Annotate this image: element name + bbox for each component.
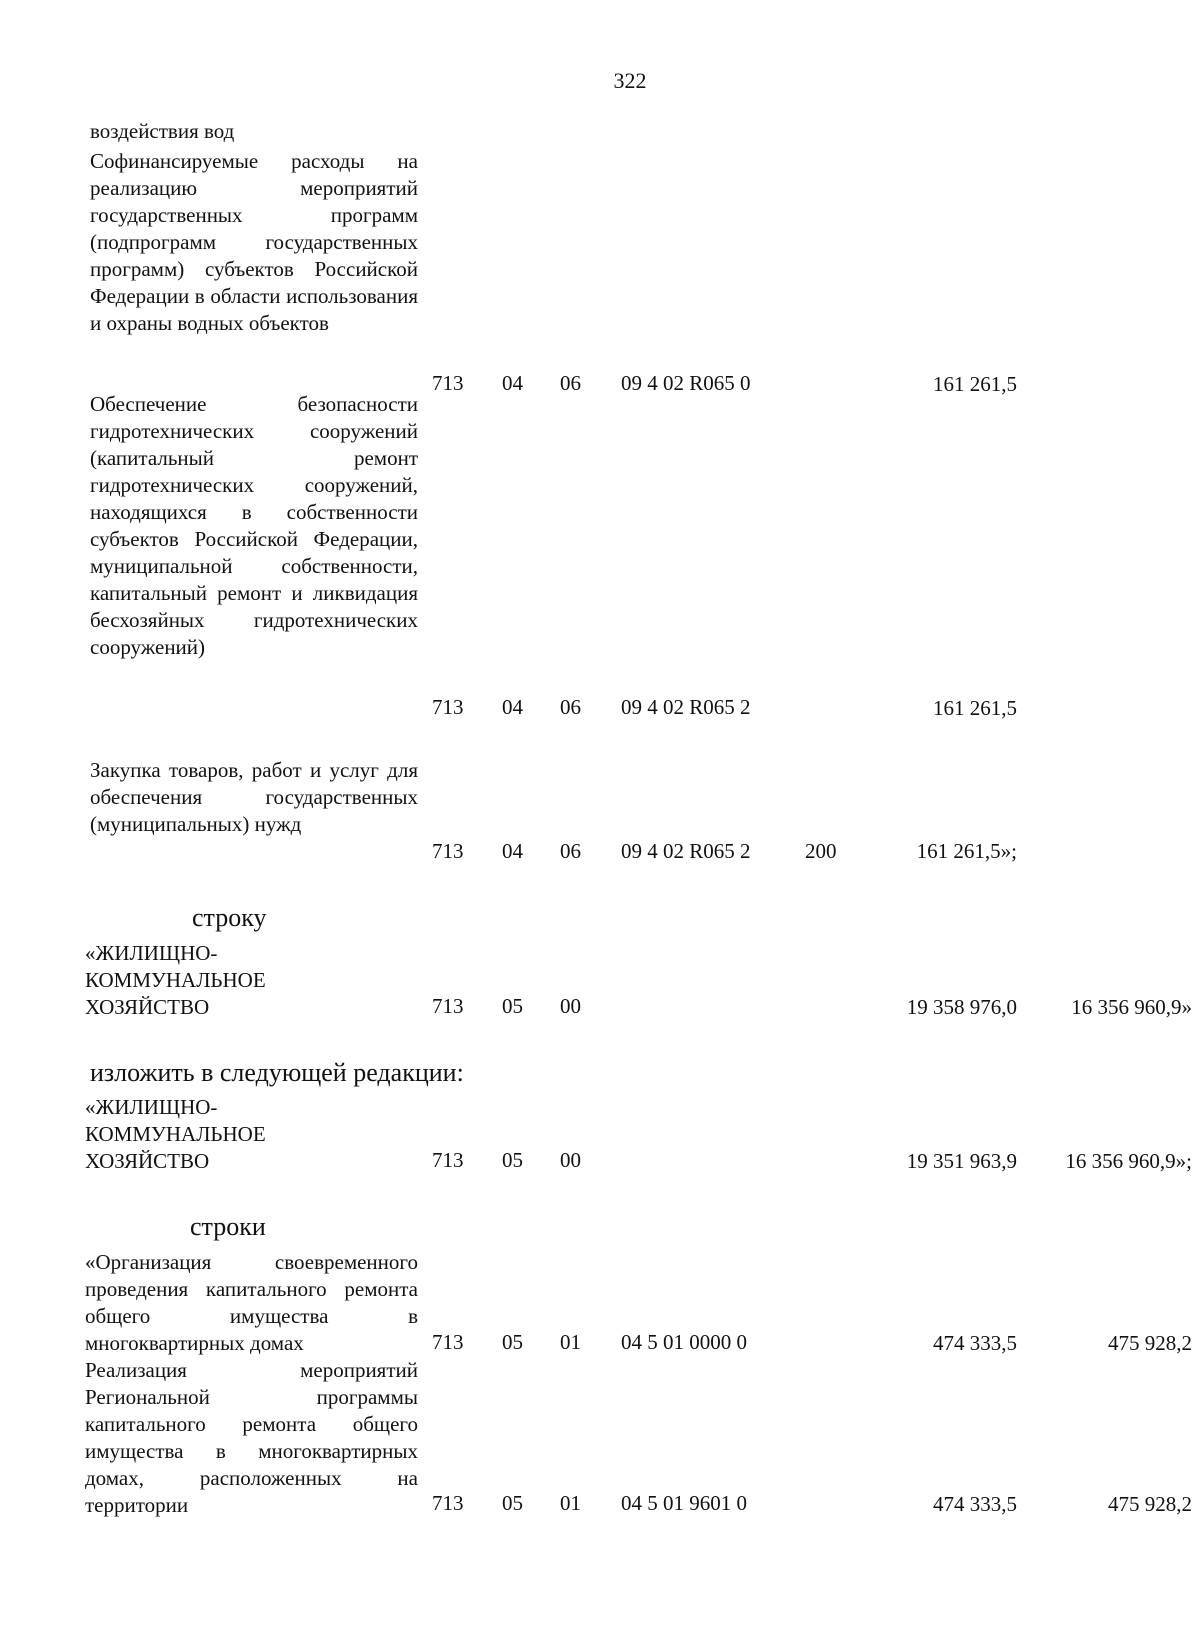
section-code: 04 [502,371,523,395]
amount-next: 16 356 960,9»; [1065,1149,1192,1173]
amount-next: 16 356 960,9» [1071,995,1192,1019]
row-description: воздействия вод [90,119,235,143]
target-article-code: 04 5 01 0000 0 [621,1330,747,1354]
admin-code: 713 [432,695,464,719]
subsection-code: 01 [560,1491,581,1515]
amount-next: 475 928,2 [1108,1492,1192,1516]
row-description [85,940,415,1021]
target-article-code: 09 4 02 R065 2 [621,839,751,863]
page-number: 322 [613,68,647,93]
admin-code: 713 [432,371,464,395]
target-article-code: 04 5 01 9601 0 [621,1491,747,1515]
subsection-code: 00 [560,1148,581,1172]
amount-current: 19 351 963,9 [906,1149,1017,1173]
description-line: ХОЗЯЙСТВО [85,1149,210,1173]
instruction-heading: строку [192,903,267,932]
description-line: ХОЗЯЙСТВО [85,995,210,1019]
amount-current: 161 261,5 [933,372,1017,396]
row-description: Реализация мероприятий Региональной программы капитального ремонта общего имущества в многоквартирных домах, расположенных на территории [85,1358,418,1517]
instruction-heading: изложить в следующей редакции: [90,1058,464,1087]
target-article-code: 09 4 02 R065 0 [621,371,751,395]
expense-type-code: 200 [805,839,837,863]
row-description: Обеспечение безопасности гидротехнических сооружений (капитальный ремонт гидротехнических сооружений, находящихся в собственности субъектов Российской Федерации, муниципальной собственности, капитальный ремонт и ликвидация бесхозяйных гидротехнических сооружений) [90,392,418,659]
amount-current: 474 333,5 [933,1331,1017,1355]
section-code: 05 [502,994,523,1018]
target-article-code: 09 4 02 R065 2 [621,695,751,719]
description-line: КОММУНАЛЬНОЕ [85,968,266,992]
row-description: «Организация своевременного проведения капитального ремонта общего имущества в многоквартирных домах [85,1250,418,1355]
instruction-heading: строки [190,1212,266,1241]
admin-code: 713 [432,1491,464,1515]
admin-code: 713 [432,1330,464,1354]
section-code: 04 [502,695,523,719]
amount-current: 19 358 976,0 [906,995,1017,1019]
admin-code: 713 [432,839,464,863]
description-line: «ЖИЛИЩНО- [85,1095,218,1119]
section-code: 04 [502,839,523,863]
subsection-code: 06 [560,695,581,719]
subsection-code: 00 [560,994,581,1018]
row-description: Софинансируемые расходы на реализацию мероприятий государственных программ (подпрограмм государственных программ) субъектов Российской Федерации в области использования и охраны водных объектов [90,149,418,335]
subsection-code: 06 [560,371,581,395]
amount-next: 475 928,2 [1108,1331,1192,1355]
section-code: 05 [502,1148,523,1172]
amount-current: 161 261,5»; [916,839,1017,863]
section-code: 05 [502,1491,523,1515]
description-line: «ЖИЛИЩНО- [85,941,218,965]
subsection-code: 01 [560,1330,581,1354]
row-description [85,1094,415,1175]
admin-code: 713 [432,994,464,1018]
section-code: 05 [502,1330,523,1354]
admin-code: 713 [432,1148,464,1172]
amount-current: 161 261,5 [933,696,1017,720]
amount-current: 474 333,5 [933,1492,1017,1516]
row-description: Закупка товаров, работ и услуг для обеспечения государственных (муниципальных) нужд [90,758,418,836]
subsection-code: 06 [560,839,581,863]
description-line: КОММУНАЛЬНОЕ [85,1122,266,1146]
